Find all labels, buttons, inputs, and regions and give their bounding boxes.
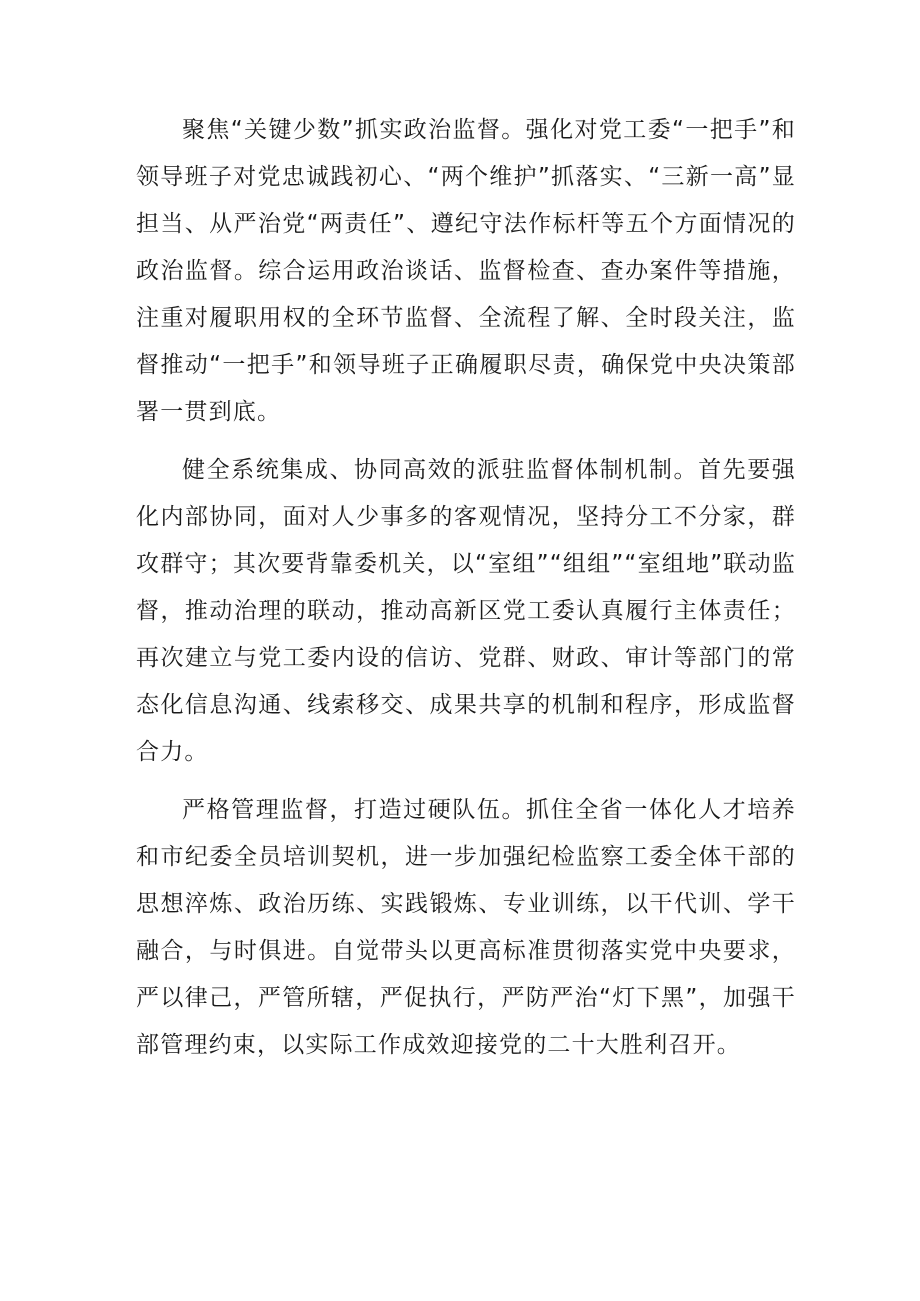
paragraph-team-management: 严格管理监督，打造过硬队伍。抓住全省一体化人才培养和市纪委全员培训契机，进一步加强纪检监察工委全体干部的思想淬炼、政治历练、实践锻炼、专业训练，以干代训、学干融合，与时俱进。自觉带头以更高标准贯彻落实党中央要求，严以律己，严管所辖，严促执行，严防严治“灯下黑”，加强干部管理约束，以实际工作成效迎接党的二十大胜利召开。 [136, 797, 796, 1058]
paragraph-supervision-mechanism: 健全系统集成、协同高效的派驻监督体制机制。首先要强化内部协同，面对人少事多的客观情况，坚持分工不分家，群攻群守；其次要背靠委机关，以“室组”“组组”“室组地”联动监督，推动治理的联动，推动高新区党工委认真履行主体责任；再次建立与党工委内设的信访、党群、财政、审计等部门的常态化信息沟通、线索移交、成果共享的机制和程序，形成监督合力。 [136, 457, 796, 765]
paragraph-political-supervision: 聚焦“关键少数”抓实政治监督。强化对党工委“一把手”和领导班子对党忠诚践初心、“两个维护”抓落实、“三新一高”显担当、从严治党“两责任”、遵纪守法作标杆等五个方面情况的政治监督。综合运用政治谈话、监督检查、查办案件等措施，注重对履职用权的全环节监督、全流程了解、全时段关注，监督推动“一把手”和领导班子正确履职尽责，确保党中央决策部署一贯到底。 [136, 117, 796, 425]
document-body [136, 107, 796, 1080]
